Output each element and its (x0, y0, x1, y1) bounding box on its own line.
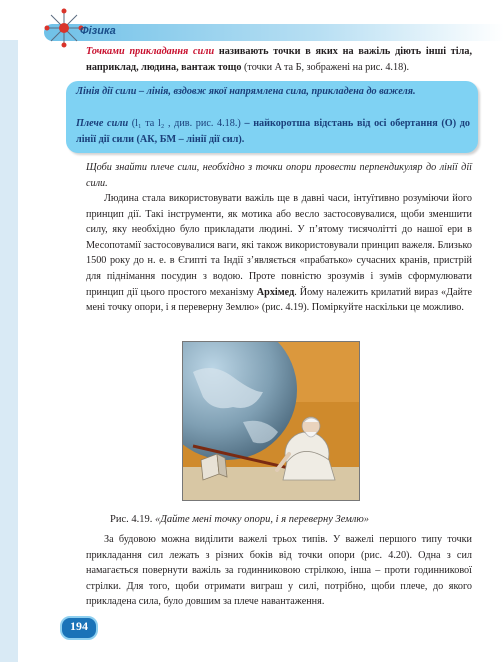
history-text-2: . Йому належить крилатий вираз «Дайте мені точку опори, і я переверну Землю» (рис. 4.19). Поміркуйте наскільки це можливо. (86, 286, 472, 314)
figure-caption-text: «Дайте мені точку опори, і я переверну Землю» (155, 514, 370, 525)
side-strip (0, 40, 18, 662)
intro-plain: (точки A та Б, зображені на рис. 4.18). (241, 61, 410, 73)
line-of-action-def: Лінія дії сили – лінія, вздовж якої напрямлена сила, прикладена до важеля. (76, 86, 416, 97)
history-text-1: Людина стала використовувати важіль ще в давні часи, інтуїтивно розуміючи його принцип дії. Такі інструменти, як мотика або весло застосовувалися, щоби зменшити силу, яку необхідно було прикладати людині. У п’ятому тисячолітті до нашої ери в Месопотамії застосовувалися ваги, які також використовували принцип важеля. Близько 1500 року до н. е. в Єгипті та Індії з’являється «прабатько» сучасних кранів, пристрій для піднімання посудин з водою. Проте повністю зрозумів і зумів сформулювати принцип дії цього простого механізму (86, 193, 472, 298)
page-number: 194 (70, 619, 88, 633)
definition-arm (76, 116, 470, 147)
arm-rest: – найкоротша відстань від осі обертання (О) до лінії дії сили (АК, БМ – лінії дії сил). (76, 118, 470, 145)
arm-paren: (l₁ та l₂ , див. рис. 4.18.) (128, 118, 245, 129)
rule-paragraph: Щоби знайти плече сили, необхідно з точки опори провести перпендикуляр до лінії дії сили. (86, 162, 472, 189)
figure-caption (110, 513, 470, 527)
figure-label: Рис. 4.19. (110, 514, 153, 525)
arm-term: Плече сили (76, 118, 129, 129)
intro-term: Точками прикладання сили (86, 46, 215, 57)
atom-icon (44, 8, 84, 48)
intro-bold: називають точки в яких на важіль діють інші тіла, наприклад, людина, вантаж тощо (86, 46, 472, 73)
archimedes-name: Архімед (256, 286, 295, 298)
archimedes-illustration (182, 341, 360, 501)
history-paragraph (86, 191, 472, 316)
subject-title: Фізика (80, 25, 116, 37)
definition-line (76, 84, 470, 100)
lever-types-paragraph: За будовою можна виділити важелі трьох типів. У важелі першого типу точки прикладання сил лежать з різних боків від точки опори (рис. 4.20). Одна з сил намагається повернути важіль за годинниковою стрілкою, інша – проти годинникової стрілки. Для того, щоби отримати виграш у силі, потрібно, щоби плече, до якого прикладена сила, було довшим за плече навантаження. (86, 534, 472, 608)
intro-paragraph (86, 44, 472, 75)
